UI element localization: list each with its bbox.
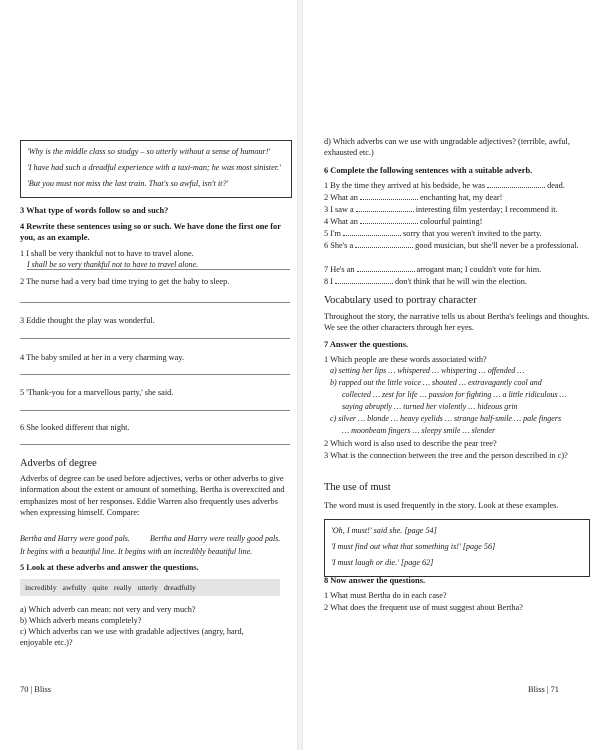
sentence-7-end: arrogant man; I couldn't vote for him. — [416, 265, 542, 274]
sentence-8-end: don't think that he will win the election. — [395, 277, 527, 286]
sentence-7 — [324, 264, 600, 275]
question-3: 3 What type of words follow so and such? — [20, 206, 169, 215]
question-7-2: 2 Which word is also used to describe the pear tree? — [324, 439, 497, 448]
must-paragraph: The word must is used frequently in the story. Look at these examples. — [324, 501, 559, 510]
sentence-1-end: dead. — [547, 181, 565, 190]
must-example-1: 'Oh, I must!' said she. [page 54] — [331, 526, 437, 535]
question-4: 4 Rewrite these sentences using so or such. We have done the first one for you, as an example. — [20, 222, 281, 242]
sentence-6 — [324, 240, 582, 251]
blank-1[interactable] — [487, 180, 545, 188]
right-page — [302, 0, 600, 750]
sentence-3 — [324, 204, 600, 215]
answer-line-4 — [20, 374, 290, 375]
section-heading-must: The use of must — [324, 482, 391, 493]
sentence-1-start: 1 By the time they arrived at his bedside, he was — [324, 181, 486, 190]
blank-4[interactable] — [360, 216, 418, 224]
question-5b: b) Which adverb means completely? — [20, 616, 142, 625]
answer-line-5 — [20, 410, 290, 411]
quote-box — [20, 140, 292, 198]
question-8-1: 1 What must Bertha do in each case? — [324, 591, 447, 600]
question-7-1: 1 Which people are these words associated with? — [324, 355, 487, 364]
question-6: 6 Complete the following sentences with a suitable adverb. — [324, 166, 533, 175]
sentence-6-end: good musician, but she'll never be a professional. — [415, 241, 579, 250]
exercise-1-answer: I shall be so very thankful not to have to travel alone. — [27, 260, 290, 270]
question-5: 5 Look at these adverbs and answer the questions. — [20, 563, 199, 572]
sentence-4 — [324, 216, 600, 227]
question-8: 8 Now answer the questions. — [324, 576, 426, 585]
blank-3[interactable] — [356, 204, 414, 212]
sentence-8 — [324, 276, 600, 287]
sentence-5 — [324, 228, 600, 239]
question-7: 7 Answer the questions. — [324, 340, 409, 349]
question-7-c-line1: c) silver … blonde … heavy eyelids … strange half-smile … pale fingers — [330, 414, 562, 423]
quote-2: 'I have had such a dreadful experience with a taxi-man; he was most sinister.' — [27, 163, 281, 173]
compare-1a: Bertha and Harry were good pals. — [20, 534, 130, 543]
exercise-6: 6 She looked different that night. — [20, 423, 130, 432]
section-heading-adverbs: Adverbs of degree — [20, 458, 97, 469]
question-5c: c) Which adverbs can we use with gradable adjectives (angry, hard, enjoyable etc.)? — [20, 627, 244, 648]
sentence-3-end: interesting film yesterday; I recommend it. — [415, 205, 558, 214]
answer-line-2 — [20, 302, 290, 303]
sentence-3-start: 3 I saw a — [324, 205, 354, 214]
answer-line-3 — [20, 338, 290, 339]
sentence-7-start: 7 He's an — [324, 265, 355, 274]
sentence-5-start: 5 I'm — [324, 229, 341, 238]
answer-line-6 — [20, 444, 290, 445]
compare-2a: It begins with a beautiful line. — [20, 547, 116, 556]
question-7-3: 3 What is the connection between the tree and the person described in c)? — [324, 451, 568, 460]
quote-3: 'But you must not miss the last train. That's so awful, isn't it?' — [27, 179, 229, 189]
adverbs-paragraph: Adverbs of degree can be used before adjectives, verbs or other adverbs to give information about the extent or amount of something. Bertha is overexcited and emphasizes most of her responses. Eddie Warren also frequently uses adverbs when expressing himself. Compare: — [20, 474, 285, 518]
question-7-c-line2: … moonbeam fingers … sleepy smile … slender — [342, 426, 496, 435]
must-example-3: 'I must laugh or die.' [page 62] — [331, 558, 434, 568]
question-7-b-line1: b) rapped out the little voice … shouted … extravagantly cool and — [330, 378, 542, 387]
sentence-2-end: enchanting hat, my dear! — [419, 193, 503, 202]
quote-1: 'Why is the middle class so stodgy – so utterly without a sense of humour!' — [27, 147, 271, 156]
blank-2[interactable] — [360, 192, 418, 200]
question-5d: d) Which adverbs can we use with ungradable adjectives? (terrible, awful, exhausted etc.) — [324, 137, 570, 158]
page-footer-right: Bliss | 71 — [528, 685, 559, 694]
exercise-1: 1 I shall be very thankful not to have to travel alone. — [20, 249, 194, 258]
blank-7[interactable] — [357, 264, 415, 272]
sentence-4-end: colourful painting! — [419, 217, 483, 226]
must-example-2: 'I must find out what that something is!' [page 56] — [331, 542, 496, 552]
blank-6[interactable] — [355, 240, 413, 248]
question-7-b-line2: collected … zest for life … passion for fighting … a little ridiculous … — [342, 390, 567, 399]
sentence-8-start: 8 I — [324, 277, 333, 286]
adverb-list: incredibly awfully quite really utterly dreadfully — [20, 579, 280, 596]
sentence-4-start: 4 What an — [324, 217, 358, 226]
must-examples-box — [324, 519, 590, 577]
page-footer-left: 70 | Bliss — [20, 685, 51, 694]
sentence-2-start: 2 What an — [324, 193, 358, 202]
compare-2b: It begins with an incredibly beautiful line. — [118, 547, 253, 556]
exercise-5: 5 'Thank-you for a marvellous party,' she said. — [20, 388, 174, 397]
left-page — [0, 0, 298, 750]
blank-5[interactable] — [343, 228, 401, 236]
exercise-2: 2 The nurse had a very bad time trying to get the baby to sleep. — [20, 277, 230, 286]
question-8-2: 2 What does the frequent use of must suggest about Bertha? — [324, 603, 523, 612]
question-7-a: a) setting her lips … whispered … whispering … offended … — [330, 366, 525, 375]
sentence-6-start: 6 She's a — [324, 241, 354, 250]
question-7-b-line3: saying abruptly … turned her violently … hideous grin — [342, 402, 518, 411]
sentence-1 — [324, 180, 600, 191]
compare-1b: Bertha and Harry were really good pals. — [150, 534, 281, 543]
question-5a: a) Which adverb can mean: not very and very much? — [20, 605, 196, 614]
sentence-5-end: sorry that you weren't invited to the party. — [402, 229, 542, 238]
vocabulary-paragraph: Throughout the story, the narrative tells us about Bertha's feelings and thoughts. We see the other characters through her eyes. — [324, 312, 590, 333]
section-heading-vocabulary: Vocabulary used to portray character — [324, 295, 477, 306]
sentence-2 — [324, 192, 600, 203]
exercise-3: 3 Eddie thought the play was wonderful. — [20, 316, 155, 325]
blank-8[interactable] — [335, 276, 393, 284]
exercise-4: 4 The baby smiled at her in a very charming way. — [20, 353, 185, 362]
